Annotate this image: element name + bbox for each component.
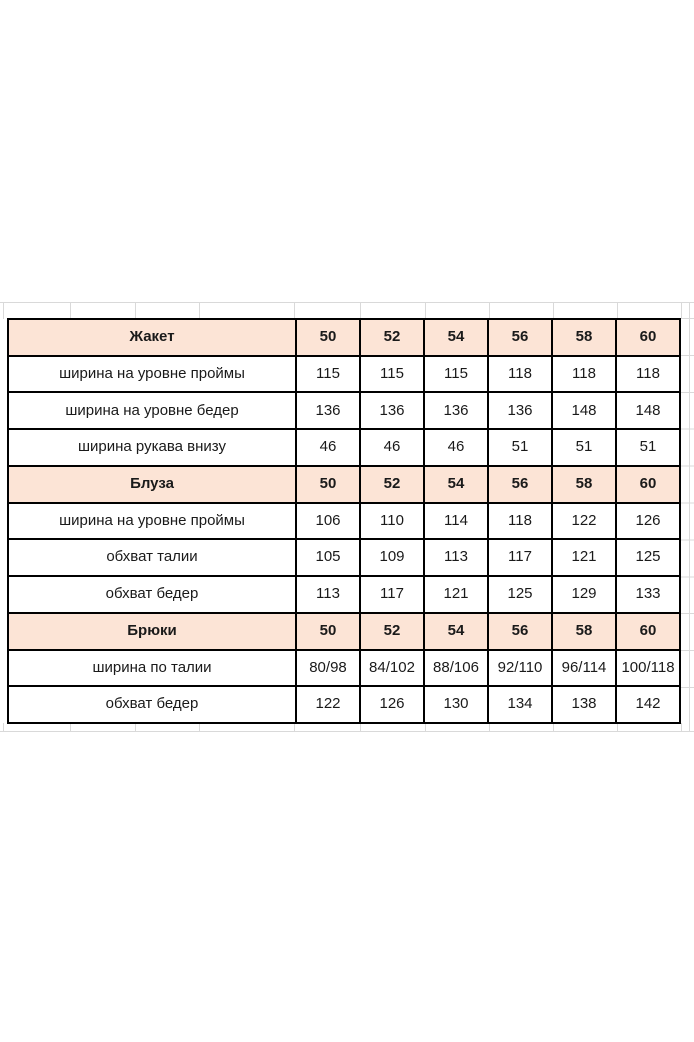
size-header-cell: 56	[489, 320, 551, 355]
value-cell: 88/106	[425, 651, 487, 686]
value-cell: 115	[425, 357, 487, 392]
value-cell: 118	[617, 357, 679, 392]
value-cell: 114	[425, 504, 487, 539]
value-cell: 113	[297, 577, 359, 612]
row-label-cell: ширина на уровне проймы	[9, 357, 295, 392]
size-header-cell: 60	[617, 320, 679, 355]
value-cell: 51	[489, 430, 551, 465]
value-cell: 125	[617, 540, 679, 575]
row-label-cell: обхват бедер	[9, 577, 295, 612]
row-label-cell: ширина рукава внизу	[9, 430, 295, 465]
value-cell: 46	[297, 430, 359, 465]
value-cell: 121	[425, 577, 487, 612]
section-header-blouse: Блуза	[9, 467, 295, 502]
value-cell: 133	[617, 577, 679, 612]
value-cell: 80/98	[297, 651, 359, 686]
size-header-cell: 60	[617, 614, 679, 649]
excel-gridlines-bottom	[0, 723, 694, 732]
value-cell: 106	[297, 504, 359, 539]
size-header-cell: 54	[425, 467, 487, 502]
value-cell: 138	[553, 687, 615, 722]
value-cell: 46	[361, 430, 423, 465]
value-cell: 117	[489, 540, 551, 575]
size-header-cell: 58	[553, 320, 615, 355]
value-cell: 142	[617, 687, 679, 722]
row-label-cell: обхват бедер	[9, 687, 295, 722]
value-cell: 109	[361, 540, 423, 575]
excel-gridlines-right-strip	[681, 318, 694, 724]
value-cell: 110	[361, 504, 423, 539]
row-label-cell: ширина по талии	[9, 651, 295, 686]
excel-gridlines-top	[0, 302, 694, 319]
size-chart-table	[7, 318, 681, 724]
size-header-cell: 58	[553, 614, 615, 649]
size-header-cell: 56	[489, 467, 551, 502]
value-cell: 148	[553, 393, 615, 428]
value-cell: 115	[361, 357, 423, 392]
value-cell: 148	[617, 393, 679, 428]
size-header-cell: 52	[361, 467, 423, 502]
value-cell: 121	[553, 540, 615, 575]
row-label-cell: обхват талии	[9, 540, 295, 575]
size-header-cell: 50	[297, 614, 359, 649]
size-header-cell: 52	[361, 320, 423, 355]
value-cell: 122	[297, 687, 359, 722]
value-cell: 134	[489, 687, 551, 722]
value-cell: 136	[361, 393, 423, 428]
row-label-cell: ширина на уровне бедер	[9, 393, 295, 428]
section-header-jacket: Жакет	[9, 320, 295, 355]
size-header-cell: 54	[425, 320, 487, 355]
size-header-cell: 50	[297, 320, 359, 355]
value-cell: 96/114	[553, 651, 615, 686]
value-cell: 136	[425, 393, 487, 428]
value-cell: 100/118	[617, 651, 679, 686]
value-cell: 136	[297, 393, 359, 428]
value-cell: 84/102	[361, 651, 423, 686]
value-cell: 51	[553, 430, 615, 465]
value-cell: 126	[617, 504, 679, 539]
row-label-cell: ширина на уровне проймы	[9, 504, 295, 539]
value-cell: 122	[553, 504, 615, 539]
value-cell: 46	[425, 430, 487, 465]
section-header-trousers: Брюки	[9, 614, 295, 649]
size-header-cell: 52	[361, 614, 423, 649]
value-cell: 115	[297, 357, 359, 392]
size-header-cell: 60	[617, 467, 679, 502]
value-cell: 125	[489, 577, 551, 612]
value-cell: 129	[553, 577, 615, 612]
size-header-cell: 50	[297, 467, 359, 502]
size-header-cell: 56	[489, 614, 551, 649]
size-header-cell: 58	[553, 467, 615, 502]
size-header-cell: 54	[425, 614, 487, 649]
value-cell: 130	[425, 687, 487, 722]
value-cell: 118	[489, 504, 551, 539]
value-cell: 126	[361, 687, 423, 722]
value-cell: 136	[489, 393, 551, 428]
value-cell: 105	[297, 540, 359, 575]
value-cell: 51	[617, 430, 679, 465]
value-cell: 118	[489, 357, 551, 392]
value-cell: 113	[425, 540, 487, 575]
value-cell: 117	[361, 577, 423, 612]
value-cell: 118	[553, 357, 615, 392]
value-cell: 92/110	[489, 651, 551, 686]
